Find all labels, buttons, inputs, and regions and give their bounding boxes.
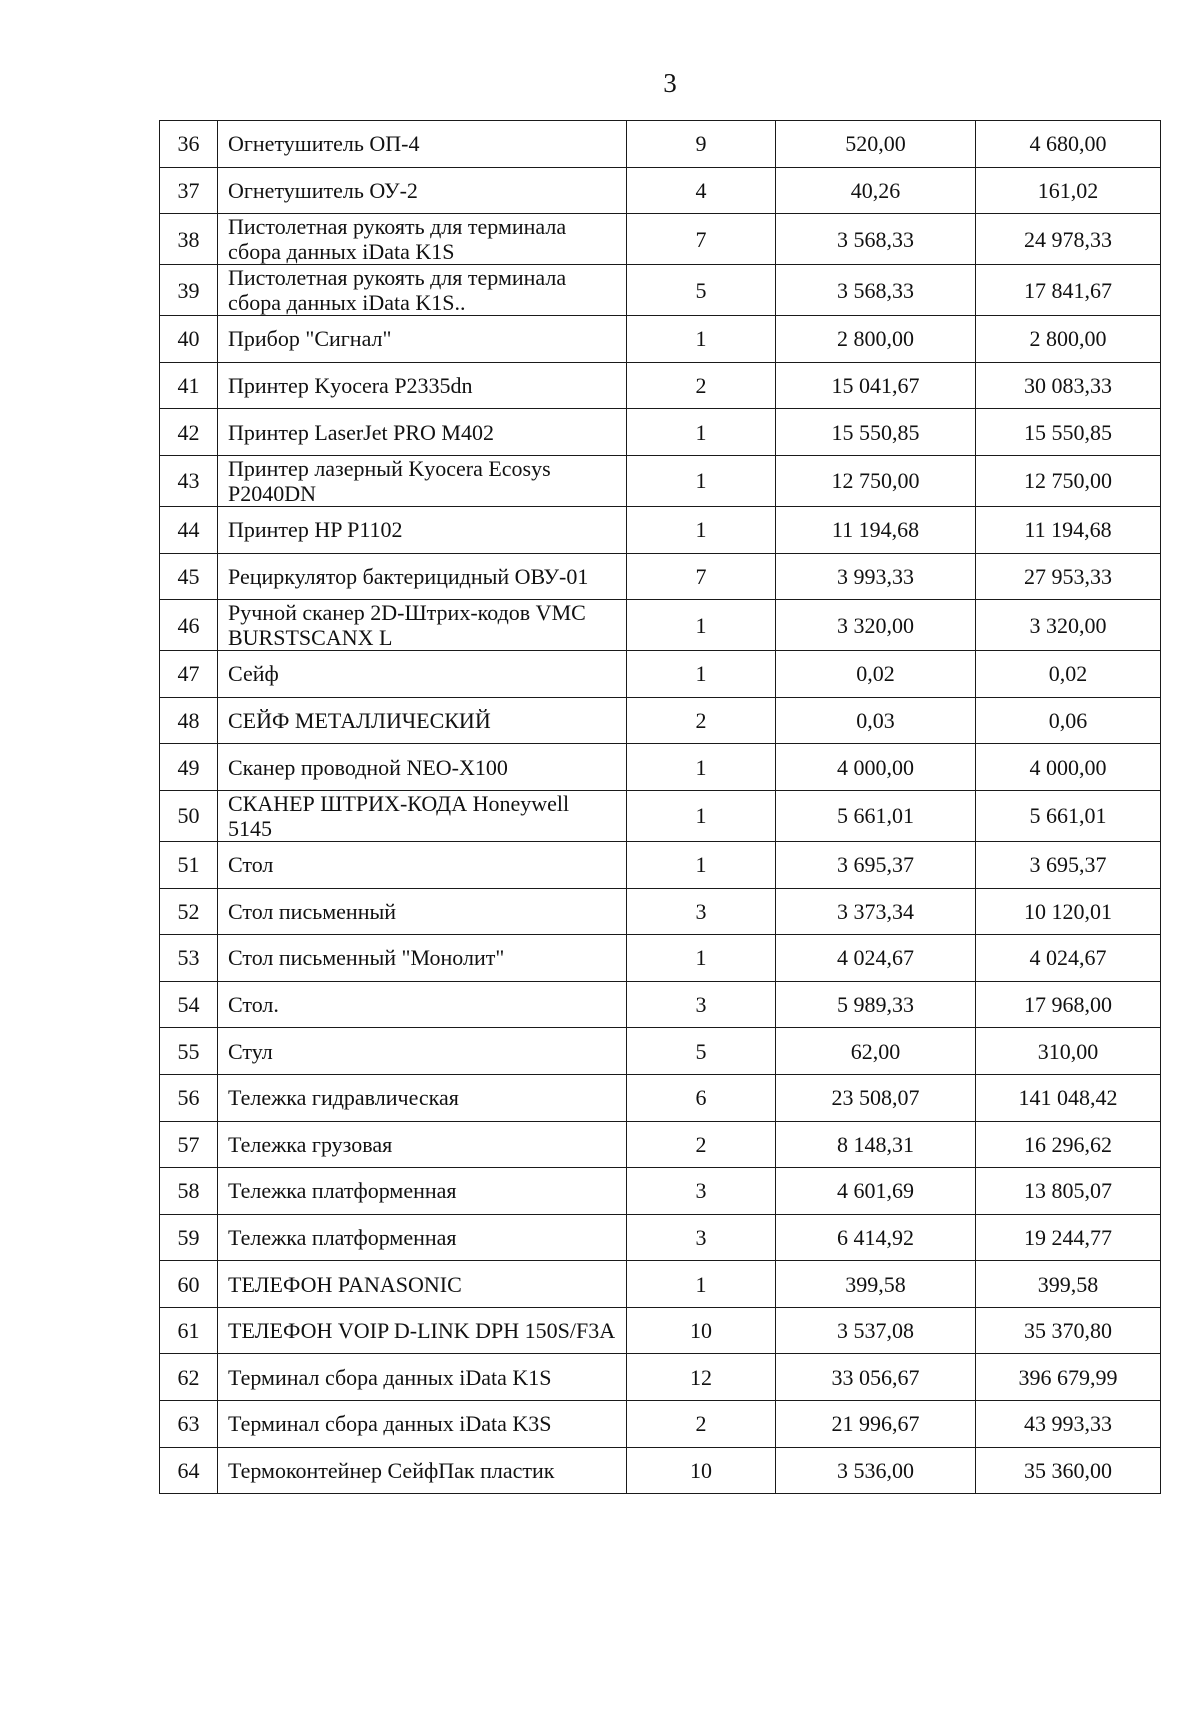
unit-price-cell: 23 508,07 (776, 1074, 976, 1121)
unit-price-cell: 15 041,67 (776, 362, 976, 409)
unit-price-cell: 3 993,33 (776, 553, 976, 600)
row-number-cell: 38 (160, 214, 218, 265)
table-row (160, 121, 1161, 168)
quantity-cell: 1 (627, 506, 776, 553)
quantity-cell: 2 (627, 1401, 776, 1448)
item-name-cell: Стол (218, 841, 627, 888)
unit-price-cell: 5 661,01 (776, 790, 976, 841)
quantity-cell: 1 (627, 409, 776, 456)
table-row (160, 841, 1161, 888)
unit-price-cell: 3 568,33 (776, 265, 976, 316)
unit-price-cell: 21 996,67 (776, 1401, 976, 1448)
unit-price-cell: 4 024,67 (776, 935, 976, 982)
total-amount-cell: 43 993,33 (976, 1401, 1161, 1448)
table-row (160, 409, 1161, 456)
item-name-cell: Сканер проводной NEO-X100 (218, 744, 627, 791)
quantity-cell: 10 (627, 1447, 776, 1494)
row-number-cell: 52 (160, 888, 218, 935)
row-number-cell: 49 (160, 744, 218, 791)
table-row (160, 1214, 1161, 1261)
item-name-cell: Принтер HP P1102 (218, 506, 627, 553)
total-amount-cell: 141 048,42 (976, 1074, 1161, 1121)
table-row (160, 981, 1161, 1028)
table-row (160, 214, 1161, 265)
row-number-cell: 57 (160, 1121, 218, 1168)
quantity-cell: 9 (627, 121, 776, 168)
unit-price-cell: 3 695,37 (776, 841, 976, 888)
row-number-cell: 58 (160, 1168, 218, 1215)
quantity-cell: 7 (627, 553, 776, 600)
table-row (160, 600, 1161, 651)
table-row (160, 506, 1161, 553)
unit-price-cell: 8 148,31 (776, 1121, 976, 1168)
unit-price-cell: 4 000,00 (776, 744, 976, 791)
row-number-cell: 36 (160, 121, 218, 168)
item-name-cell: Тележка грузовая (218, 1121, 627, 1168)
unit-price-cell: 4 601,69 (776, 1168, 976, 1215)
row-number-cell: 59 (160, 1214, 218, 1261)
total-amount-cell: 4 680,00 (976, 121, 1161, 168)
quantity-cell: 1 (627, 744, 776, 791)
quantity-cell: 1 (627, 790, 776, 841)
unit-price-cell: 399,58 (776, 1261, 976, 1308)
unit-price-cell: 15 550,85 (776, 409, 976, 456)
total-amount-cell: 5 661,01 (976, 790, 1161, 841)
total-amount-cell: 396 679,99 (976, 1354, 1161, 1401)
table-row (160, 1401, 1161, 1448)
table-row (160, 1168, 1161, 1215)
item-name-cell: Принтер лазерный Kyocera Ecosys P2040DN (218, 455, 627, 506)
row-number-cell: 56 (160, 1074, 218, 1121)
item-name-cell: Огнетушитель ОП-4 (218, 121, 627, 168)
total-amount-cell: 15 550,85 (976, 409, 1161, 456)
table-row (160, 265, 1161, 316)
total-amount-cell: 27 953,33 (976, 553, 1161, 600)
quantity-cell: 1 (627, 600, 776, 651)
row-number-cell: 61 (160, 1307, 218, 1354)
unit-price-cell: 520,00 (776, 121, 976, 168)
row-number-cell: 40 (160, 316, 218, 363)
total-amount-cell: 35 360,00 (976, 1447, 1161, 1494)
quantity-cell: 4 (627, 167, 776, 214)
inventory-table-body (160, 121, 1161, 1494)
quantity-cell: 10 (627, 1307, 776, 1354)
unit-price-cell: 33 056,67 (776, 1354, 976, 1401)
total-amount-cell: 2 800,00 (976, 316, 1161, 363)
item-name-cell: ТЕЛЕФОН PANASONIC (218, 1261, 627, 1308)
total-amount-cell: 30 083,33 (976, 362, 1161, 409)
row-number-cell: 39 (160, 265, 218, 316)
quantity-cell: 2 (627, 1121, 776, 1168)
table-row (160, 362, 1161, 409)
total-amount-cell: 12 750,00 (976, 455, 1161, 506)
item-name-cell: Стол письменный (218, 888, 627, 935)
quantity-cell: 3 (627, 888, 776, 935)
row-number-cell: 51 (160, 841, 218, 888)
row-number-cell: 63 (160, 1401, 218, 1448)
item-name-cell: Огнетушитель ОУ-2 (218, 167, 627, 214)
item-name-cell: Рециркулятор бактерицидный ОВУ-01 (218, 553, 627, 600)
table-row (160, 316, 1161, 363)
table-row (160, 888, 1161, 935)
row-number-cell: 42 (160, 409, 218, 456)
total-amount-cell: 16 296,62 (976, 1121, 1161, 1168)
table-row (160, 1261, 1161, 1308)
item-name-cell: Ручной сканер 2D-Штрих-кодов VMC BURSTSCANX L (218, 600, 627, 651)
row-number-cell: 44 (160, 506, 218, 553)
row-number-cell: 47 (160, 651, 218, 698)
total-amount-cell: 24 978,33 (976, 214, 1161, 265)
table-row (160, 651, 1161, 698)
table-row (160, 553, 1161, 600)
total-amount-cell: 11 194,68 (976, 506, 1161, 553)
total-amount-cell: 13 805,07 (976, 1168, 1161, 1215)
table-row (160, 1074, 1161, 1121)
quantity-cell: 1 (627, 841, 776, 888)
item-name-cell: Терминал сбора данных iData K3S (218, 1401, 627, 1448)
row-number-cell: 62 (160, 1354, 218, 1401)
quantity-cell: 2 (627, 697, 776, 744)
row-number-cell: 60 (160, 1261, 218, 1308)
unit-price-cell: 0,03 (776, 697, 976, 744)
unit-price-cell: 3 568,33 (776, 214, 976, 265)
total-amount-cell: 10 120,01 (976, 888, 1161, 935)
row-number-cell: 43 (160, 455, 218, 506)
total-amount-cell: 0,06 (976, 697, 1161, 744)
quantity-cell: 12 (627, 1354, 776, 1401)
row-number-cell: 46 (160, 600, 218, 651)
total-amount-cell: 3 320,00 (976, 600, 1161, 651)
row-number-cell: 45 (160, 553, 218, 600)
item-name-cell: Тележка платформенная (218, 1214, 627, 1261)
table-row (160, 697, 1161, 744)
total-amount-cell: 35 370,80 (976, 1307, 1161, 1354)
quantity-cell: 6 (627, 1074, 776, 1121)
unit-price-cell: 3 373,34 (776, 888, 976, 935)
item-name-cell: Терминал сбора данных iData K1S (218, 1354, 627, 1401)
quantity-cell: 3 (627, 1168, 776, 1215)
item-name-cell: Принтер Kyocera P2335dn (218, 362, 627, 409)
quantity-cell: 3 (627, 981, 776, 1028)
table-row (160, 744, 1161, 791)
quantity-cell: 3 (627, 1214, 776, 1261)
quantity-cell: 1 (627, 1261, 776, 1308)
page-number: 3 (663, 68, 677, 98)
row-number-cell: 37 (160, 167, 218, 214)
item-name-cell: Термоконтейнер СейфПак пластик (218, 1447, 627, 1494)
item-name-cell: Тележка платформенная (218, 1168, 627, 1215)
total-amount-cell: 3 695,37 (976, 841, 1161, 888)
quantity-cell: 1 (627, 316, 776, 363)
unit-price-cell: 3 320,00 (776, 600, 976, 651)
total-amount-cell: 310,00 (976, 1028, 1161, 1075)
table-row (160, 1447, 1161, 1494)
quantity-cell: 2 (627, 362, 776, 409)
item-name-cell: Стол письменный "Монолит" (218, 935, 627, 982)
item-name-cell: Сейф (218, 651, 627, 698)
unit-price-cell: 6 414,92 (776, 1214, 976, 1261)
item-name-cell: Пистолетная рукоять для терминала сбора данных iData K1S.. (218, 265, 627, 316)
unit-price-cell: 5 989,33 (776, 981, 976, 1028)
table-row (160, 1307, 1161, 1354)
item-name-cell: Стул (218, 1028, 627, 1075)
quantity-cell: 7 (627, 214, 776, 265)
row-number-cell: 48 (160, 697, 218, 744)
quantity-cell: 5 (627, 265, 776, 316)
item-name-cell: Тележка гидравлическая (218, 1074, 627, 1121)
total-amount-cell: 4 000,00 (976, 744, 1161, 791)
quantity-cell: 1 (627, 935, 776, 982)
quantity-cell: 5 (627, 1028, 776, 1075)
unit-price-cell: 2 800,00 (776, 316, 976, 363)
unit-price-cell: 3 537,08 (776, 1307, 976, 1354)
unit-price-cell: 62,00 (776, 1028, 976, 1075)
total-amount-cell: 17 841,67 (976, 265, 1161, 316)
row-number-cell: 64 (160, 1447, 218, 1494)
table-row (160, 790, 1161, 841)
item-name-cell: Пистолетная рукоять для терминала сбора данных iData K1S (218, 214, 627, 265)
unit-price-cell: 11 194,68 (776, 506, 976, 553)
row-number-cell: 54 (160, 981, 218, 1028)
table-row (160, 455, 1161, 506)
total-amount-cell: 19 244,77 (976, 1214, 1161, 1261)
table-row (160, 1354, 1161, 1401)
row-number-cell: 55 (160, 1028, 218, 1075)
total-amount-cell: 161,02 (976, 167, 1161, 214)
item-name-cell: СКАНЕР ШТРИХ-КОДА Honeywell 5145 (218, 790, 627, 841)
row-number-cell: 41 (160, 362, 218, 409)
total-amount-cell: 17 968,00 (976, 981, 1161, 1028)
table-row (160, 935, 1161, 982)
quantity-cell: 1 (627, 651, 776, 698)
inventory-table (159, 120, 1161, 1494)
unit-price-cell: 40,26 (776, 167, 976, 214)
total-amount-cell: 0,02 (976, 651, 1161, 698)
item-name-cell: Стол. (218, 981, 627, 1028)
quantity-cell: 1 (627, 455, 776, 506)
item-name-cell: СЕЙФ МЕТАЛЛИЧЕСКИЙ (218, 697, 627, 744)
row-number-cell: 50 (160, 790, 218, 841)
item-name-cell: ТЕЛЕФОН VOIP D-LINK DPH 150S/F3A (218, 1307, 627, 1354)
table-row (160, 1121, 1161, 1168)
table-row (160, 167, 1161, 214)
item-name-cell: Прибор "Сигнал" (218, 316, 627, 363)
table-row (160, 1028, 1161, 1075)
unit-price-cell: 0,02 (776, 651, 976, 698)
item-name-cell: Принтер LaserJet PRO M402 (218, 409, 627, 456)
total-amount-cell: 4 024,67 (976, 935, 1161, 982)
unit-price-cell: 12 750,00 (776, 455, 976, 506)
unit-price-cell: 3 536,00 (776, 1447, 976, 1494)
total-amount-cell: 399,58 (976, 1261, 1161, 1308)
row-number-cell: 53 (160, 935, 218, 982)
